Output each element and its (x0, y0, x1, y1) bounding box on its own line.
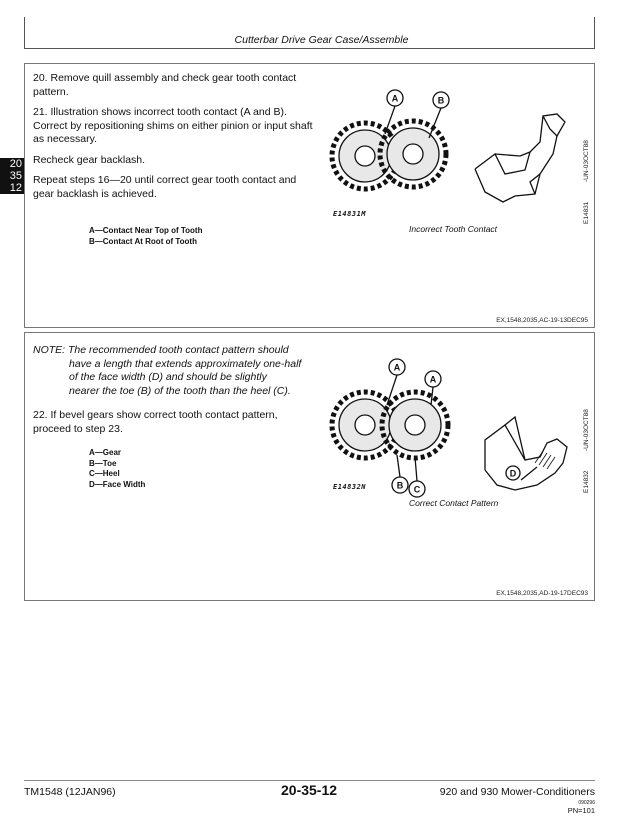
footer-pn: PN=101 (567, 806, 595, 815)
note-label: NOTE: (33, 344, 66, 356)
section-tab-line-1: 20 (9, 158, 22, 170)
panel1-code: EX,1548,2035,AC-19-13DEC95 (496, 317, 588, 324)
panel-correct-contact (24, 332, 595, 601)
note-line-4: nearer the toe (B) of the tooth than the heel (C). (69, 384, 291, 397)
figure2-image-number: E14832N (333, 483, 367, 491)
note-line-2: have a length that extends approximately one-half (69, 357, 302, 370)
legend-item-a: A—Contact Near Top of Tooth (89, 226, 203, 235)
legend-item-face-width: D—Face Width (89, 479, 146, 489)
callout-a-1: A (393, 362, 401, 373)
footer-small-code: 090296 (578, 800, 595, 806)
footer-manual-id: TM1548 (12JAN96) (24, 786, 116, 798)
legend-item-heel: C—Heel (89, 469, 120, 478)
step-22: 22. If bevel gears show correct tooth contact pattern, proceed to step 23. (33, 409, 278, 435)
recheck-backlash: Recheck gear backlash. (33, 153, 146, 166)
section-tab-line-2: 35 (9, 170, 22, 182)
callout-a: A (391, 93, 399, 104)
panel2-code: EX,1548,2035,AD-19-17DEC93 (496, 590, 588, 597)
footer-rule (24, 780, 595, 781)
figure2-caption: Correct Contact Pattern (409, 498, 499, 508)
panel1-instructions (33, 72, 313, 208)
figure2-side-code-top: -UN-03OCT88 (583, 409, 590, 451)
footer-page-number: 20-35-12 (281, 782, 338, 798)
callout-b: B (437, 95, 445, 106)
step-21: 21. Illustration shows incorrect tooth contact (A and B). Correct by repositioning shims on either pinion or input shaft as necessary. (33, 106, 313, 145)
callout-d-face-width: D (509, 468, 517, 479)
note-line-1: The recommended tooth contact pattern should (68, 344, 289, 356)
legend-item-gear: A—Gear (89, 448, 122, 457)
repeat-steps: Repeat steps 16—20 until correct gear tooth contact and gear backlash is achieved. (33, 174, 297, 200)
note-block (33, 344, 323, 398)
section-tab-line-3: 12 (9, 182, 22, 194)
page-header-title: Cutterbar Drive Gear Case/Assemble (234, 34, 409, 46)
step-20: 20. Remove quill assembly and check gear tooth contact pattern. (33, 72, 297, 98)
legend-item-b: B—Contact At Root of Tooth (89, 236, 197, 246)
legend-item-toe: B—Toe (89, 458, 117, 468)
figure1-side-code-bottom: E14831 (583, 201, 590, 224)
footer-product-name: 920 and 930 Mower-Conditioners (439, 786, 595, 798)
figure1-side-code-top: -UN-03OCT88 (583, 140, 590, 182)
callout-c-heel: C (413, 484, 421, 495)
correct-contact-illustration (325, 345, 585, 505)
panel2-legend (89, 448, 145, 490)
section-tab (0, 158, 24, 194)
figure1-image-number: E14831M (333, 210, 367, 218)
panel1-legend (89, 226, 202, 247)
panel-incorrect-contact (24, 63, 595, 328)
figure1-caption: Incorrect Tooth Contact (409, 224, 498, 234)
header-rule-bottom (24, 48, 595, 49)
figure2-side-code-bottom: E14832 (583, 470, 590, 493)
callout-a-2: A (429, 374, 437, 385)
callout-b-toe: B (396, 480, 404, 491)
note-line-3: of the face width (D) and should be slightly (69, 371, 267, 383)
